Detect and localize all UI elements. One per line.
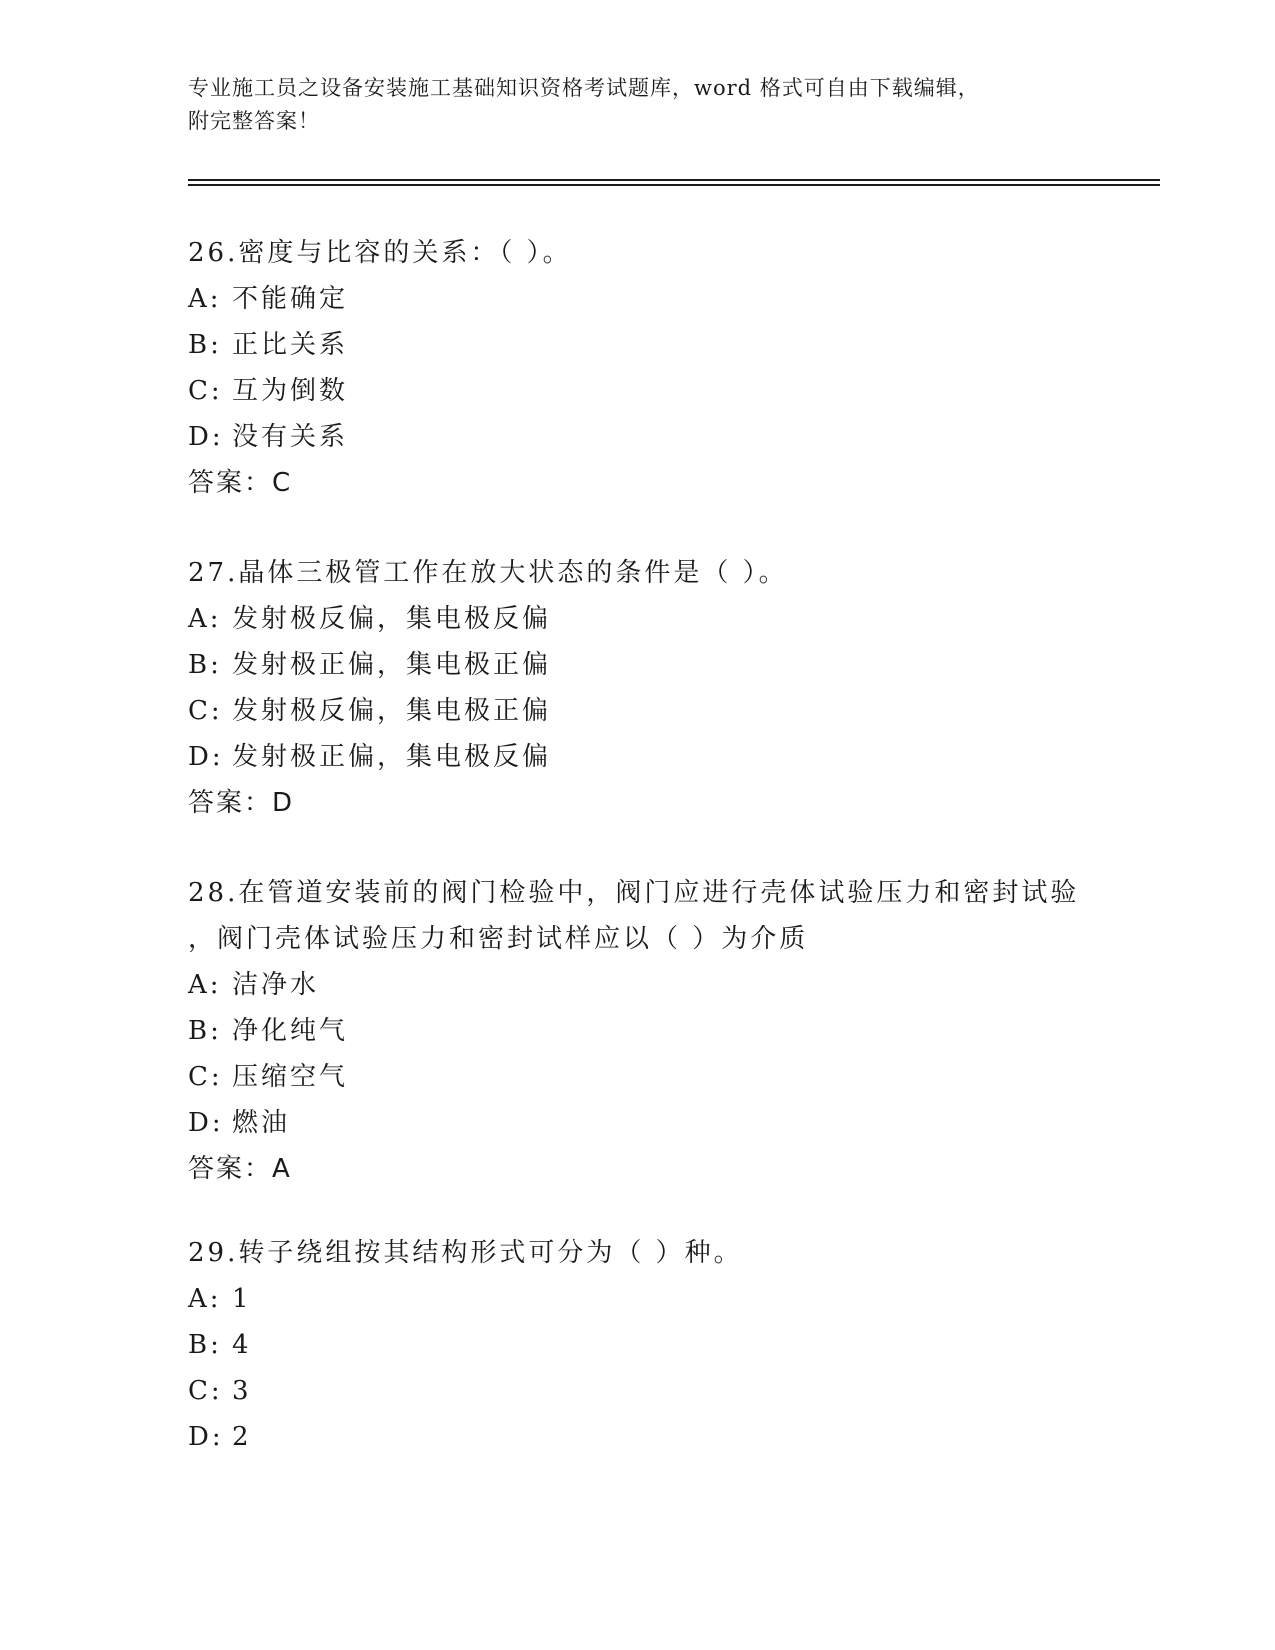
option-c <box>188 1368 1168 1414</box>
option-letter: B: <box>188 330 222 360</box>
option-d <box>188 734 1168 780</box>
question-stem: 29.转子绕组按其结构形式可分为（ ）种。 <box>188 1238 743 1268</box>
option-text: 压缩空气 <box>232 1062 349 1092</box>
option-letter: A: <box>188 970 222 1000</box>
option-text: 不能确定 <box>232 284 349 314</box>
question-stem: 27.晶体三极管工作在放大状态的条件是（ ）。 <box>188 558 788 588</box>
option-letter: D: <box>188 1108 224 1138</box>
header-divider-bottom <box>188 184 1160 186</box>
option-a <box>188 596 1168 642</box>
option-text: 净化纯气 <box>232 1016 349 1046</box>
option-letter: B: <box>188 650 222 680</box>
option-a <box>188 1276 1168 1322</box>
option-text: 互为倒数 <box>232 376 349 406</box>
option-d <box>188 414 1168 460</box>
option-text: 1 <box>232 1284 252 1314</box>
question-27 <box>188 550 1168 826</box>
option-letter: A: <box>188 604 222 634</box>
option-letter: C: <box>188 376 223 406</box>
option-letter: B: <box>188 1330 222 1360</box>
question-26 <box>188 230 1168 506</box>
option-letter: D: <box>188 742 224 772</box>
option-b <box>188 1008 1168 1054</box>
option-text: 2 <box>232 1422 252 1452</box>
option-letter: A: <box>188 1284 222 1314</box>
option-b <box>188 1322 1168 1368</box>
option-d <box>188 1100 1168 1146</box>
answer-line: 答案：A <box>188 1154 292 1184</box>
option-letter: C: <box>188 1062 223 1092</box>
question-28 <box>188 870 1168 1192</box>
option-b <box>188 322 1168 368</box>
option-text: 4 <box>232 1330 252 1360</box>
option-text: 3 <box>232 1376 252 1406</box>
option-text: 正比关系 <box>232 330 349 360</box>
option-letter: C: <box>188 1376 223 1406</box>
option-text: 洁净水 <box>232 970 320 1000</box>
option-text: 发射极反偏，集电极反偏 <box>232 604 552 634</box>
option-text: 发射极正偏，集电极正偏 <box>232 650 552 680</box>
option-a <box>188 962 1168 1008</box>
option-c <box>188 1054 1168 1100</box>
question-stem: 26.密度与比容的关系：（ ）。 <box>188 238 572 268</box>
option-a <box>188 276 1168 322</box>
header-line-1: 专业施工员之设备安装施工基础知识资格考试题库，word 格式可自由下载编辑， <box>188 76 980 100</box>
option-c <box>188 368 1168 414</box>
option-text: 发射极反偏，集电极正偏 <box>232 696 552 726</box>
option-letter: D: <box>188 1422 224 1452</box>
option-letter: B: <box>188 1016 222 1046</box>
question-stem-line-2: ，阀门壳体试验压力和密封试样应以（ ）为介质 <box>188 924 809 954</box>
option-d <box>188 1414 1168 1460</box>
document-header <box>188 72 1088 138</box>
option-text: 发射极正偏，集电极反偏 <box>232 742 552 772</box>
header-divider-top <box>188 179 1160 181</box>
option-letter: D: <box>188 422 224 452</box>
option-b <box>188 642 1168 688</box>
header-line-2: 附完整答案！ <box>188 109 320 133</box>
answer-line: 答案：C <box>188 468 293 498</box>
option-text: 没有关系 <box>232 422 349 452</box>
answer-line: 答案：D <box>188 788 295 818</box>
question-stem-line-1: 28.在管道安装前的阀门检验中，阀门应进行壳体试验压力和密封试验 <box>188 878 1080 908</box>
question-29 <box>188 1230 1168 1460</box>
option-text: 燃油 <box>232 1108 291 1138</box>
option-letter: A: <box>188 284 222 314</box>
option-c <box>188 688 1168 734</box>
option-letter: C: <box>188 696 223 726</box>
